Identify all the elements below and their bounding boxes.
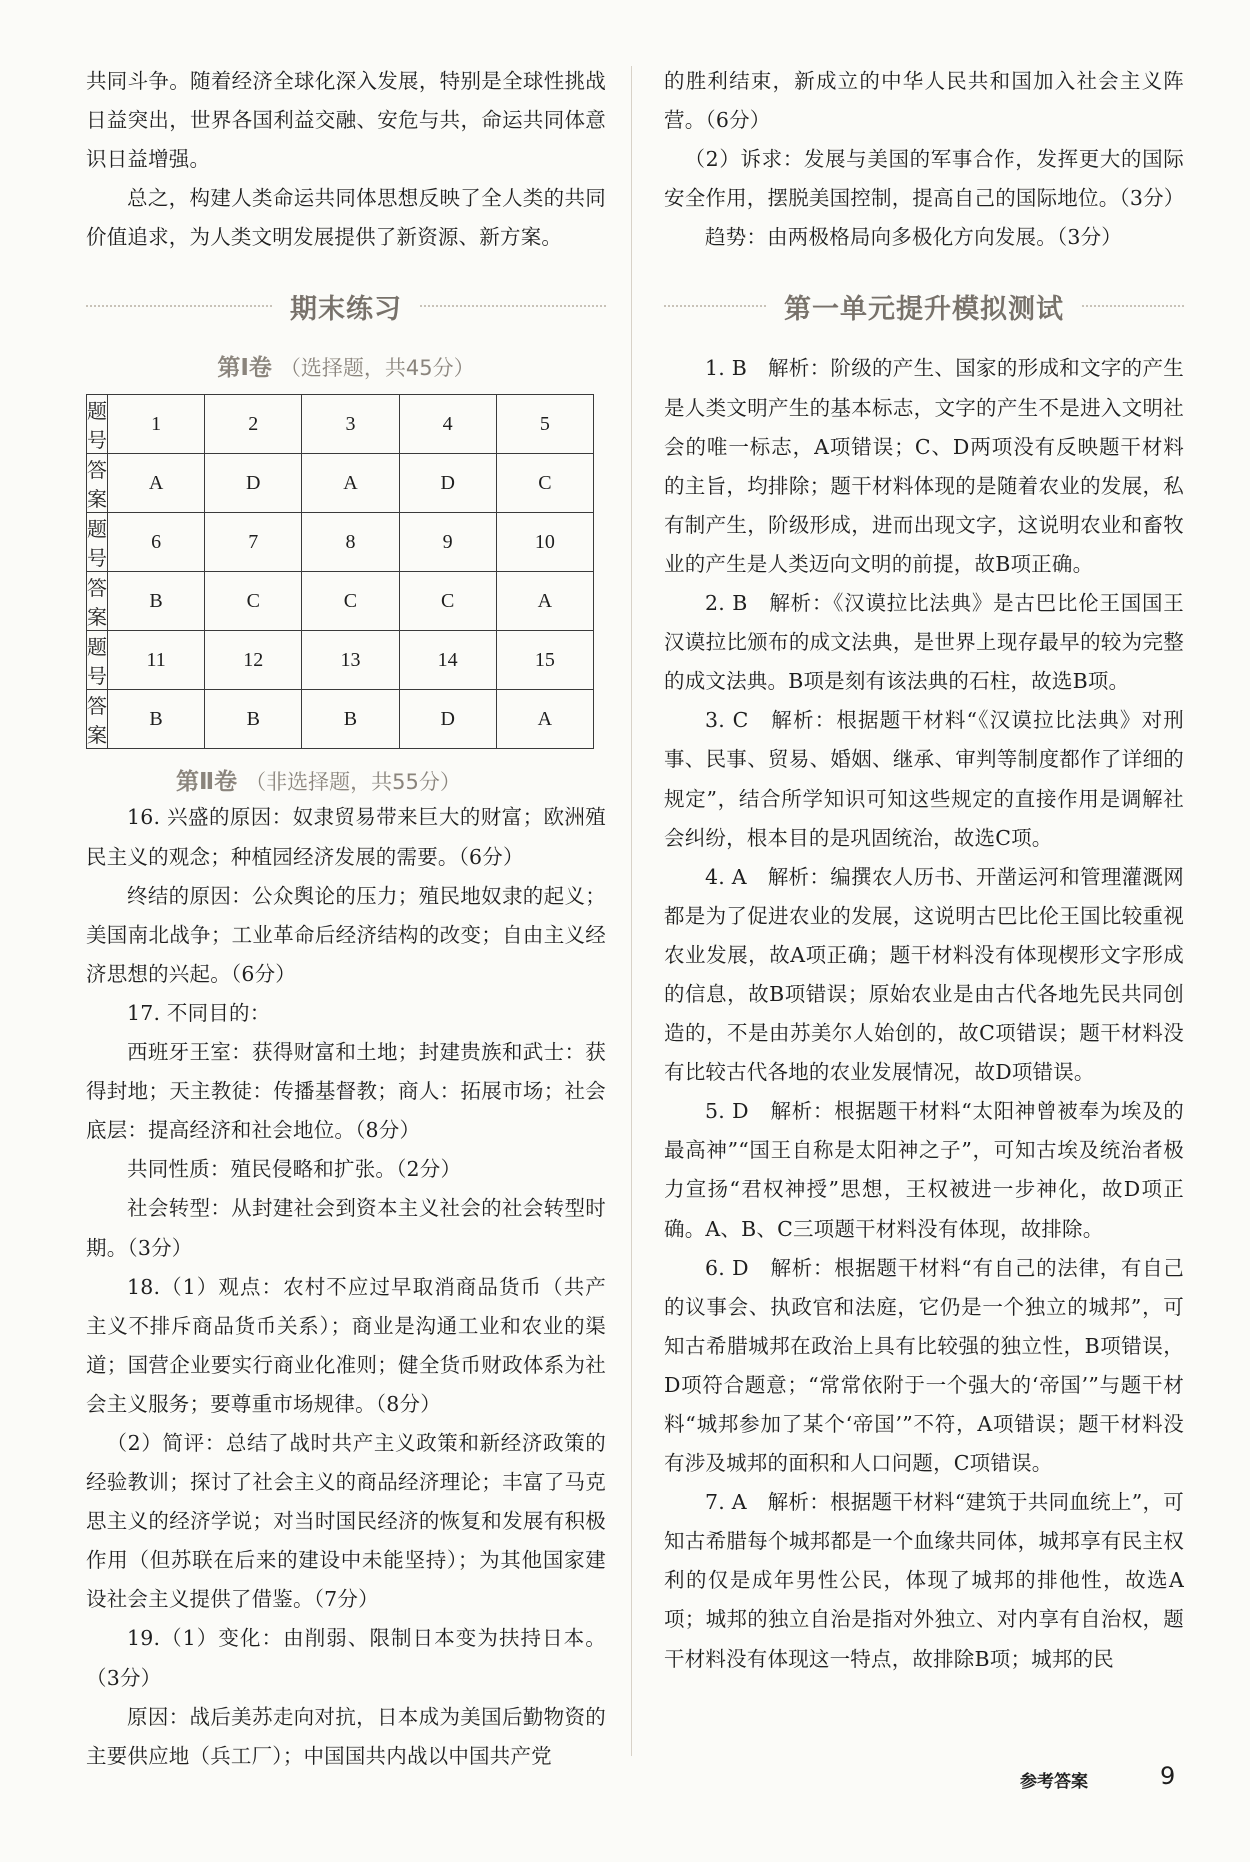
answer-cell: C — [205, 572, 302, 631]
part1-title: 第Ⅰ卷 — [217, 355, 272, 382]
question-number-cell: 10 — [496, 513, 593, 572]
paragraph: 共同斗争。随着经济全球化深入发展，特别是全球性挑战日益突出，世界各国利益交融、安危与共，命运共同体意识日益增强。 — [86, 69, 606, 172]
right-top-paragraphs — [664, 62, 1184, 257]
paragraph: 原因：战后美苏走向对抗，日本成为美国后勤物资的主要供应地（兵工厂）；中国国共内战以中国共产党 — [86, 1704, 606, 1768]
paragraph: 17. 不同目的： — [127, 1000, 271, 1025]
question-number-cell: 11 — [108, 631, 205, 690]
row-label: 答案 — [87, 572, 108, 631]
row-label: 答案 — [87, 454, 108, 513]
part2-note: （非选择题，共55分） — [245, 770, 461, 795]
question-number-cell: 3 — [302, 395, 399, 454]
question-number-cell: 5 — [496, 395, 593, 454]
question-number-cell: 12 — [205, 631, 302, 690]
part2-heading — [86, 763, 606, 796]
row-label: 题号 — [87, 395, 108, 454]
footer-label: 参考答案 — [1020, 1772, 1088, 1792]
answer-cell: B — [108, 572, 205, 631]
question-number-cell: 6 — [108, 513, 205, 572]
answer-cell: A — [302, 454, 399, 513]
answer-cell: C — [496, 454, 593, 513]
question-number-cell: 15 — [496, 631, 593, 690]
paragraph: 3. C 解析：根据题干材料“《汉谟拉比法典》对刑事、民事、贸易、婚姻、继承、审判等制度都作了详细的规定”，结合所学知识可知这些规定的直接作用是调解社会纠纷，根本目的是巩固统治，故选C项。 — [664, 708, 1184, 850]
paragraph: 16. 兴盛的原因：奴隶贸易带来巨大的财富；欧洲殖民主义的观念；种植园经济发展的需要。（6分） — [86, 805, 606, 869]
answer-cell: A — [108, 454, 205, 513]
section-heading-final-exercise — [86, 285, 606, 327]
question-number-row — [87, 395, 594, 454]
question-number-cell: 1 — [108, 395, 205, 454]
paragraph: 总之，构建人类命运共同体思想反映了全人类的共同价值追求，为人类文明发展提供了新资源、新方案。 — [86, 186, 606, 250]
paragraph: 社会转型：从封建社会到资本主义社会的社会转型时期。（3分） — [86, 1196, 606, 1260]
left-answer-paragraphs — [86, 798, 606, 1775]
row-label: 题号 — [87, 631, 108, 690]
column-divider — [631, 66, 632, 1756]
section-title: 期末练习 — [290, 293, 402, 325]
answer-cell: C — [302, 572, 399, 631]
question-number-cell: 13 — [302, 631, 399, 690]
answer-cell: D — [399, 690, 496, 749]
paragraph: 19.（1）变化：由削弱、限制日本变为扶持日本。（3分） — [86, 1626, 606, 1690]
question-number-cell: 14 — [399, 631, 496, 690]
paragraph: （2）诉求：发展与美国的军事合作，发挥更大的国际安全作用，摆脱美国控制，提高自己的国际地位。（3分） — [664, 147, 1185, 211]
right-column — [664, 62, 1184, 1679]
question-number-cell: 7 — [205, 513, 302, 572]
paragraph: 的胜利结束，新成立的中华人民共和国加入社会主义阵营。（6分） — [664, 69, 1184, 133]
dotted-rule-left — [664, 305, 766, 307]
paragraph: 6. D 解析：根据题干材料“有自己的法律，有自己的议事会、执政官和法庭，它仍是一个独立的城邦”，可知古希腊城邦在政治上具有比较强的独立性，B项错误，D项符合题意；“常常依附于一个强大的‘帝国’”与题干材料“城邦参加了某个‘帝国’”不符，A项错误；题干材料没有涉及城邦的面积和人口问题，C项错误。 — [664, 1255, 1184, 1476]
paragraph: 终结的原因：公众舆论的压力；殖民地奴隶的起义；美国南北战争；工业革命后经济结构的改变；自由主义经济思想的兴起。（6分） — [86, 883, 606, 986]
answer-cell: B — [205, 690, 302, 749]
question-number-row — [87, 631, 594, 690]
paragraph: 5. D 解析：根据题干材料“太阳神曾被奉为埃及的最高神”“国王自称是太阳神之子”，可知古埃及统治者极力宣扬“君权神授”思想，王权被进一步神化，故D项正确。A、B、C三项题干材料没有体现，故排除。 — [664, 1099, 1184, 1241]
paragraph: 1. B 解析：阶级的产生、国家的形成和文字的产生是人类文明产生的基本标志，文字的产生不是进入文明社会的唯一标志，A项错误；C、D两项没有反映题干材料的主旨，均排除；题干材料体现的是随着农业的发展，私有制产生，阶级形成，进而出现文字，这说明农业和畜牧业的产生是人类迈向文明的前提，故B项正确。 — [664, 356, 1184, 576]
part2-title: 第Ⅱ卷 — [176, 769, 238, 796]
row-label: 题号 — [87, 513, 108, 572]
answer-cell: D — [205, 454, 302, 513]
paragraph: （2）简评：总结了战时共产主义政策和新经济政策的经验教训；探讨了社会主义的商品经济理论；丰富了马克思主义的经济学说；对当时国民经济的恢复和发展有积极作用（但苏联在后来的建设中未能坚持）；为其他国家建设社会主义提供了借鉴。（7分） — [86, 1430, 606, 1612]
section-title: 第一单元提升模拟测试 — [784, 293, 1064, 325]
question-number-cell: 4 — [399, 395, 496, 454]
paragraph: 共同性质：殖民侵略和扩张。（2分） — [127, 1157, 462, 1182]
section-heading-unit-test — [664, 285, 1184, 327]
answer-cell: A — [496, 572, 593, 631]
part1-heading — [86, 349, 606, 382]
paragraph: 7. A 解析：根据题干材料“建筑于共同血统上”，可知古希腊每个城邦都是一个血缘共同体，城邦享有民主权利的仅是成年男性公民，体现了城邦的排他性，故选A项；城邦的独立自治是指对外独立、对内享有自治权，题干材料没有体现这一特点，故排除B项；城邦的民 — [664, 1490, 1184, 1671]
question-number-cell: 8 — [302, 513, 399, 572]
left-column — [86, 62, 606, 1776]
question-number-cell: 9 — [399, 513, 496, 572]
answer-table — [86, 394, 594, 749]
answer-row — [87, 690, 594, 749]
dotted-rule-left — [86, 305, 272, 307]
answer-row — [87, 454, 594, 513]
row-label: 答案 — [87, 690, 108, 749]
right-answer-paragraphs — [664, 349, 1184, 1678]
question-number-cell: 2 — [205, 395, 302, 454]
answer-cell: A — [496, 690, 593, 749]
dotted-rule-right — [420, 305, 606, 307]
answer-cell: B — [108, 690, 205, 749]
paragraph: 西班牙王室：获得财富和土地；封建贵族和武士：获得封地；天主教徒：传播基督教；商人：拓展市场；社会底层：提高经济和社会地位。（8分） — [86, 1040, 606, 1143]
part1-note: （选择题，共45分） — [279, 356, 475, 381]
left-top-paragraphs — [86, 62, 606, 257]
paragraph: 2. B 解析：《汉谟拉比法典》是古巴比伦王国国王汉谟拉比颁布的成文法典，是世界上现存最早的较为完整的成文法典。B项是刻有该法典的石柱，故选B项。 — [664, 591, 1184, 694]
dotted-rule-right — [1082, 305, 1184, 307]
paragraph: 趋势：由两极格局向多极化方向发展。（3分） — [705, 225, 1122, 250]
paragraph: 18.（1）观点：农村不应过早取消商品货币（共产主义不排斥商品货币关系）；商业是沟通工业和农业的渠道；国营企业要实行商业化准则；健全货币财政体系为社会主义服务；要尊重市场规律。（8分） — [86, 1274, 606, 1416]
answer-cell: B — [302, 690, 399, 749]
answer-cell: C — [399, 572, 496, 631]
answer-row — [87, 572, 594, 631]
page-number: 9 — [1160, 1762, 1176, 1790]
paragraph: 4. A 解析：编撰农人历书、开凿运河和管理灌溉网都是为了促进农业的发展，这说明古巴比伦王国比较重视农业发展，故A项正确；题干材料没有体现楔形文字形成的信息，故B项错误；原始农业是由古代各地先民共同创造的，不是由苏美尔人始创的，故C项错误；题干材料没有比较古代各地的农业发展情况，故D项错误。 — [664, 864, 1184, 1085]
answer-cell: D — [399, 454, 496, 513]
question-number-row — [87, 513, 594, 572]
